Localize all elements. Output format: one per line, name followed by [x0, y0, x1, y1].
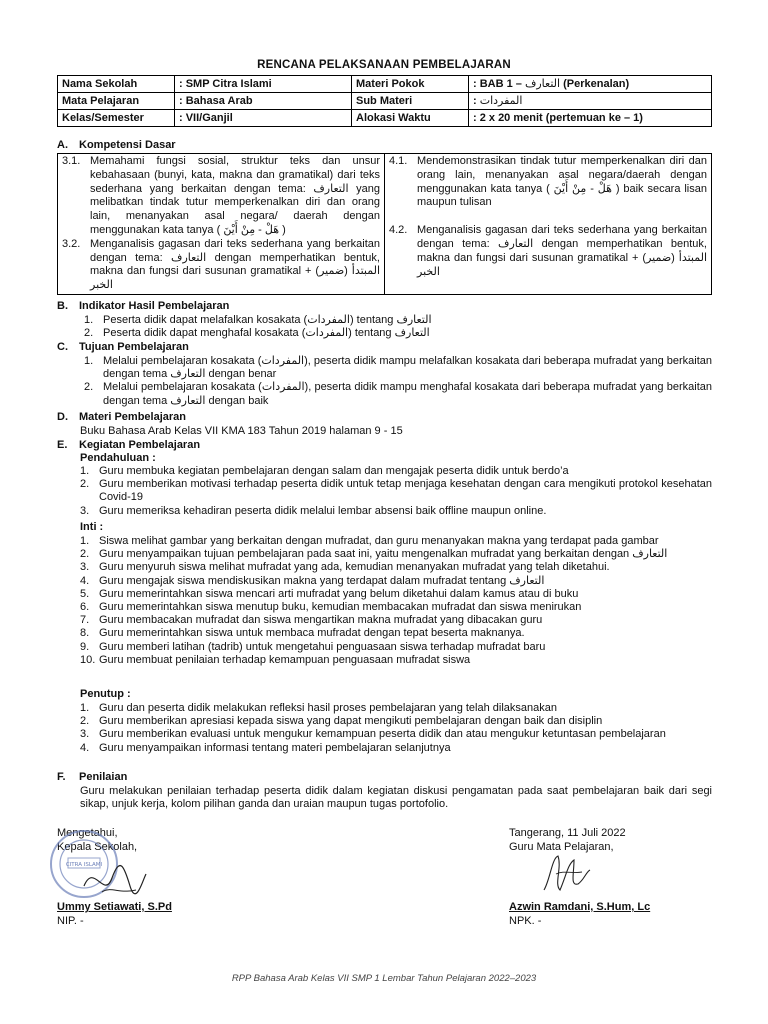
list-item: 1. Peserta didik dapat melafalkan kosakata (المفردات) tentang التعارف	[84, 314, 432, 326]
list-item: 7. Guru membacakan mufradat dan siswa mengartikan makna mufradat yang dibacakan guru	[80, 614, 543, 627]
inti-list	[80, 535, 712, 667]
list-item: 5. Guru memerintahkan siswa mencari arti mufradat yang belum diketahui dalam kamus atau di buku	[80, 587, 579, 600]
list-item: 3. Guru memberikan evaluasi untuk mengukur kemampuan peserta didik dan atau mengukur ketuntasan pembelajaran	[80, 728, 666, 741]
penilaian-text: Guru melakukan penilaian terhadap peserta didik dalam kegiatan diskusi pengamatan pada saat pembelajaran baik dari segi sikap, unjuk kerja, kolom pilihan ganda dan uraian maupun tugas portofolio.	[80, 785, 712, 811]
kd-item: 3.1. Memahami fungsi sosial, struktur teks dan unsur kebahasaan (bunyi, kata, makna dan gramatikal) dari teks sederhana yang berkaitan dengan tema: التعارف yang melibatkan tindak tutur memperkenalkan diri dan orang lain, menanyakan asal negara/ daerah dengan menggunakan kata tanya ( هَلْ - مِنْ أَيْنَ )	[62, 155, 380, 236]
section-e-heading: E. Kegiatan Pembelajaran	[57, 439, 201, 451]
signature-role: Kepala Sekolah,	[57, 841, 138, 853]
signature-id: NPK. -	[509, 915, 542, 927]
tujuan-list	[84, 355, 712, 408]
info-label: Mata Pelajaran	[58, 93, 175, 110]
info-value: : Bahasa Arab	[175, 93, 352, 110]
stamp-text: CITRA ISLAMI	[65, 862, 103, 868]
section-a-heading: A. Kompetensi Dasar	[57, 139, 176, 151]
teacher-signature-icon	[538, 850, 594, 898]
section-f-heading: F. Penilaian	[57, 771, 128, 783]
signature-role: Guru Mata Pelajaran,	[509, 841, 614, 853]
signature-name: Azwin Ramdani, S.Hum, Lc	[509, 901, 651, 913]
info-value: : 2 x 20 menit (pertemuan ke – 1)	[469, 110, 712, 127]
kd-column-left	[58, 154, 385, 295]
info-value: : BAB 1 – التعارف (Perkenalan)	[469, 76, 712, 93]
section-b-heading: B. Indikator Hasil Pembelajaran	[57, 300, 230, 312]
list-item: 8. Guru memerintahkan siswa untuk membaca mufradat dengan tepat beserta maknanya.	[80, 627, 525, 640]
headmaster-signature-icon	[80, 856, 150, 902]
list-item: 10. Guru membuat penilaian terhadap kemampuan penguasaan mufradat siswa	[80, 653, 471, 666]
pendahuluan-label: Pendahuluan :	[80, 452, 156, 464]
list-item: 2. Guru memberikan motivasi terhadap peserta didik untuk tetap menjaga kesehatan dengan cara mengikuti protokol kesehatan Covid-19	[80, 478, 712, 504]
info-row	[58, 93, 712, 110]
info-value: : المفردات	[469, 93, 712, 110]
info-label: Nama Sekolah	[58, 76, 175, 93]
kd-item: 4.2. Menganalisis gagasan dari teks sederhana yang berkaitan dengan tema: التعارف dengan memperhatikan bentuk, makna dan fungsi dari susunan gramatikal المبتدأ (ضمير) + الخبر	[389, 224, 708, 278]
info-row	[58, 76, 712, 93]
section-d-heading: D. Materi Pembelajaran	[57, 411, 186, 423]
page-footer: RPP Bahasa Arab Kelas VII SMP 1 Lembar Tahun Pelajaran 2022–2023	[231, 973, 537, 984]
info-label: Sub Materi	[352, 93, 469, 110]
inti-label: Inti :	[80, 521, 104, 533]
list-item: 2. Peserta didik dapat menghafal kosakata (المفردات) tentang التعارف	[84, 327, 430, 340]
kompetensi-dasar-table	[57, 153, 712, 295]
section-c-heading: C. Tujuan Pembelajaran	[57, 341, 189, 353]
list-item: 3. Guru menyuruh siswa melihat mufradat yang ada, kemudian menanyakan mufradat yang telah diketahui.	[80, 561, 610, 574]
list-item: 1. Melalui pembelajaran kosakata (المفردات), peserta didik mampu melafalkan kosakata dari beberapa mufradat yang berkaitan dengan tema التعارف dengan benar	[84, 355, 712, 381]
penutup-list	[80, 702, 712, 755]
indikator-list	[84, 314, 712, 340]
pendahuluan-list	[80, 465, 712, 518]
info-value: : VII/Ganjil	[175, 110, 352, 127]
list-item: 3. Guru memeriksa kehadiran peserta didik melalui lembar absensi baik offline maupun online.	[80, 504, 547, 517]
list-item: 2. Melalui pembelajaran kosakata (المفردات), peserta didik mampu menghafal kosakata dari beberapa mufradat yang berkaitan dengan tema التعارف dengan baik	[84, 381, 712, 407]
list-item: 2. Guru menyampaikan tujuan pembelajaran pada saat ini, yaitu mengenalkan mufradat yang berkaitan dengan التعارف	[80, 548, 668, 561]
list-item: 1. Siswa melihat gambar yang berkaitan dengan mufradat, dan guru menanyakan makna yang terdapat pada gambar	[80, 535, 659, 547]
list-item: 1. Guru membuka kegiatan pembelajaran dengan salam dan mengajak peserta didik untuk berdo’a	[80, 465, 569, 477]
signature-greeting: Mengetahui,	[57, 827, 118, 839]
list-item: 1. Guru dan peserta didik melakukan refleksi hasil proses pembelajaran yang telah dilaksanakan	[80, 702, 557, 714]
info-row	[58, 110, 712, 127]
signature-place-date: Tangerang, 11 Juli 2022	[509, 827, 626, 839]
info-table	[57, 75, 712, 127]
kd-item: 4.1. Mendemonstrasikan tindak tutur memperkenalkan diri dan orang lain, menanyakan asal negara/daerah dengan menggunakan kata tanya ( هَلْ - مِنْ أَيْنَ ) baik secara lisan maupun tulisan	[389, 155, 707, 209]
signature-id: NIP. -	[57, 915, 84, 927]
signature-name: Ummy Setiawati, S.Pd	[57, 901, 172, 913]
list-item: 9. Guru memberi latihan (tadrib) untuk mengetahui penguasaan siswa terhadap mufradat baru	[80, 640, 546, 653]
list-item: 6. Guru memerintahkan siswa menutup buku, kemudian membacakan mufradat dan siswa menirukan	[80, 601, 582, 614]
document-title: RENCANA PELAKSANAAN PEMBELAJARAN	[257, 59, 511, 71]
info-value: : SMP Citra Islami	[175, 76, 352, 93]
kd-column-right	[385, 154, 712, 295]
materi-text: Buku Bahasa Arab Kelas VII KMA 183 Tahun 2019 halaman 9 - 15	[80, 425, 403, 437]
penutup-label: Penutup :	[80, 688, 131, 700]
list-item: 4. Guru mengajak siswa mendiskusikan makna yang terdapat dalam mufradat tentang التعارف	[80, 574, 545, 587]
list-item: 2. Guru memberikan apresiasi kepada siswa yang dapat mengikuti pembelajaran dengan baik dan disiplin	[80, 715, 603, 728]
info-label: Materi Pokok	[352, 76, 469, 93]
info-label: Kelas/Semester	[58, 110, 175, 127]
kd-item: 3.2. Menganalisis gagasan dari teks sederhana yang berkaitan dengan tema: التعارف dengan memperhatikan bentuk, makna dan fungsi dari susunan gramatikal المبتدأ (ضمير) + الخبر	[62, 237, 381, 292]
list-item: 4. Guru menyampaikan informasi tentang materi pembelajaran selanjutnya	[80, 741, 451, 754]
info-label: Alokasi Waktu	[352, 110, 469, 127]
